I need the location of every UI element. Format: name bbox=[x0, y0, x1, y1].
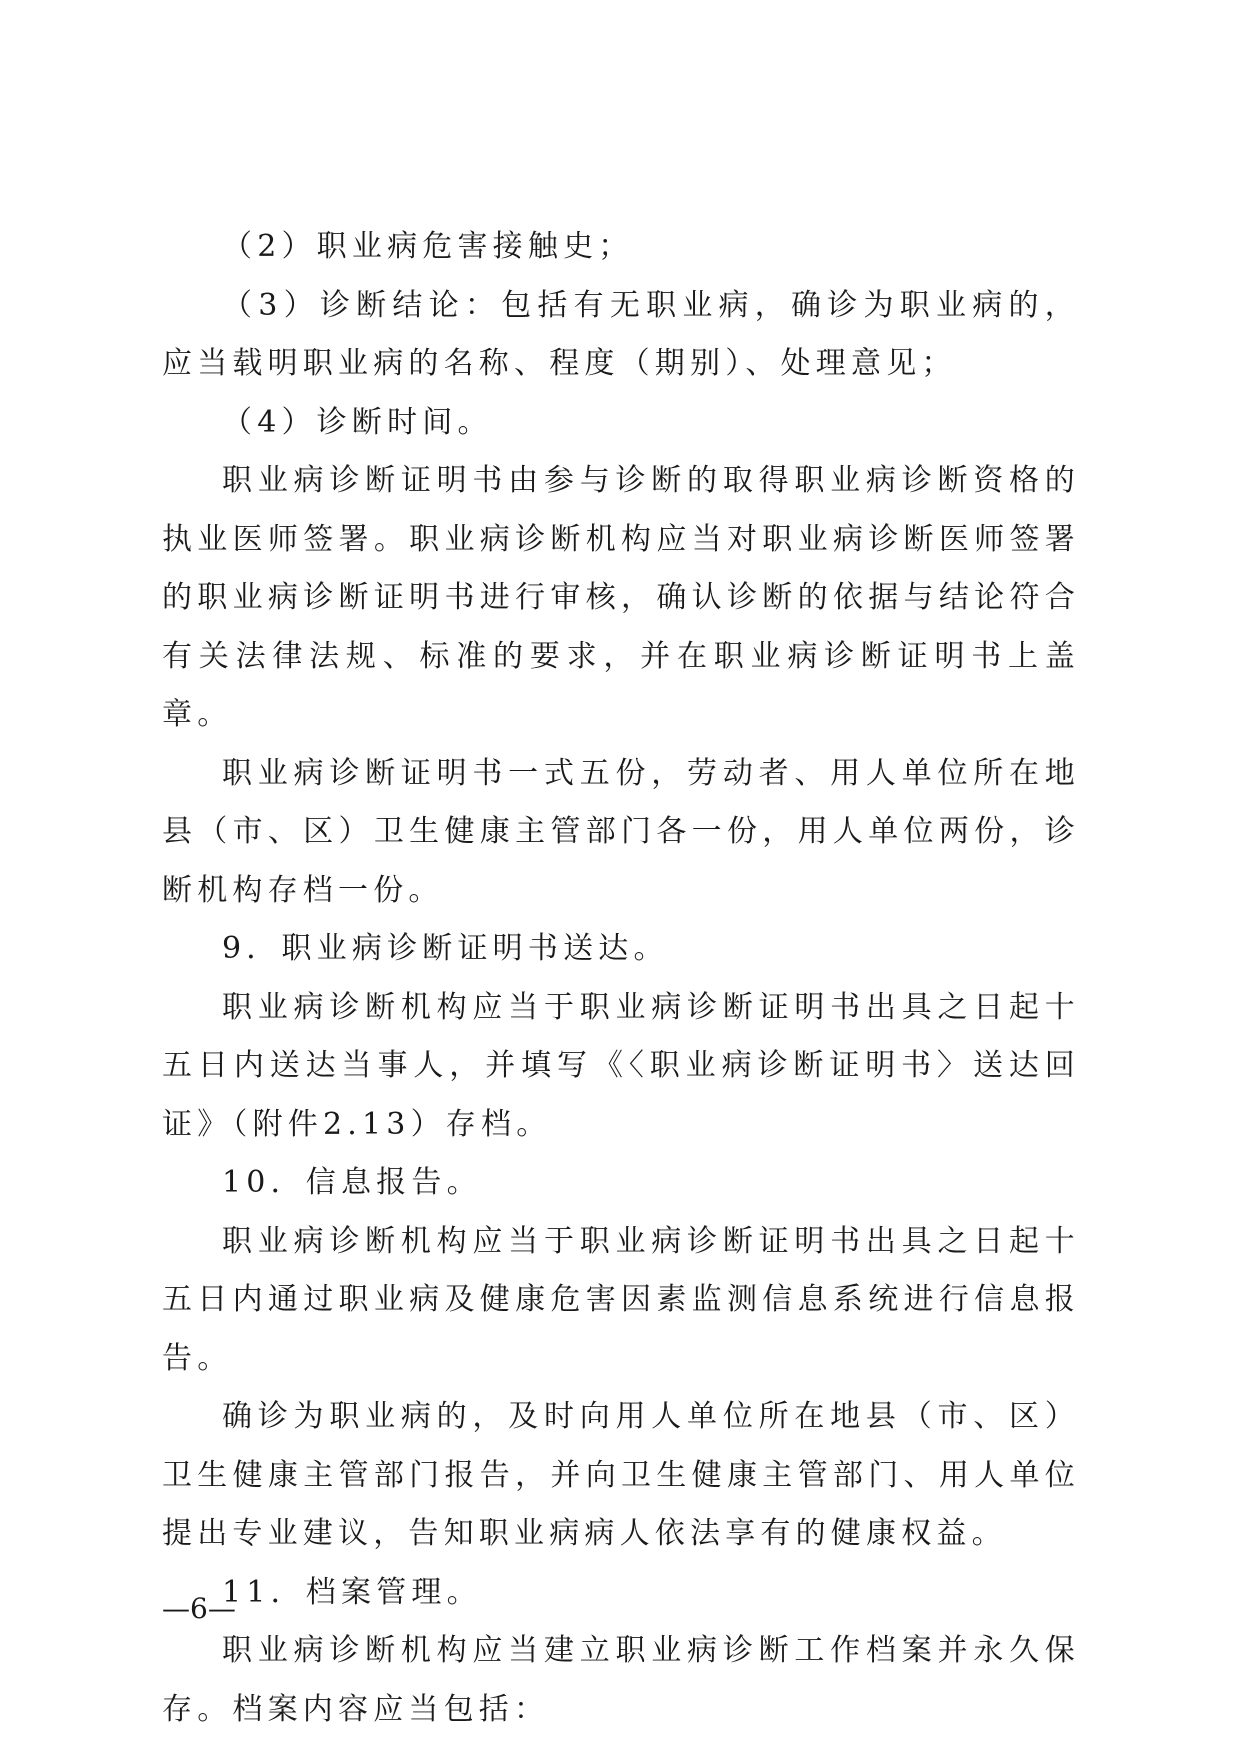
paragraph-item-4-diagnosis-time: （4）诊断时间。 bbox=[222, 404, 493, 440]
paragraph-certificate-signing: 职业病诊断证明书由参与诊断的取得职业病诊断资格的执业医师签署。职业病诊断机构应当对职业病诊断医师签署的职业病诊断证明书进行审核，确认诊断的依据与结论符合有关法律法规、标准的要求，并在职业病诊断证明书上盖章。 bbox=[162, 463, 1080, 732]
page-number: —6— bbox=[162, 1592, 236, 1625]
paragraph-confirmed-case-report: 确诊为职业病的，及时向用人单位所在地县（市、区）卫生健康主管部门报告，并向卫生健康主管部门、用人单位提出专业建议，告知职业病病人依法享有的健康权益。 bbox=[162, 1399, 1080, 1551]
paragraph-item-3-diagnosis-conclusion: （3）诊断结论：包括有无职业病，确诊为职业病的，应当载明职业病的名称、程度（期别）、处理意见； bbox=[162, 287, 1080, 381]
section-heading-11-archive: 11．档案管理。 bbox=[222, 1574, 482, 1610]
paragraph-archive-rule: 职业病诊断机构应当建立职业病诊断工作档案并永久保存。档案内容应当包括： bbox=[162, 1633, 1080, 1727]
paragraph-delivery-rule: 职业病诊断机构应当于职业病诊断证明书出具之日起十五日内送达当事人，并填写《〈职业病诊断证明书〉送达回证》（附件2.13）存档。 bbox=[162, 989, 1080, 1142]
document-body bbox=[162, 218, 1080, 1739]
paragraph-item-2-exposure-history: （2）职业病危害接触史； bbox=[222, 229, 634, 264]
section-heading-9-delivery: 9．职业病诊断证明书送达。 bbox=[222, 931, 669, 966]
paragraph-certificate-copies: 职业病诊断证明书一式五份，劳动者、用人单位所在地县（市、区）卫生健康主管部门各一份，用人单位两份，诊断机构存档一份。 bbox=[162, 755, 1080, 908]
section-heading-10-info-report: 10．信息报告。 bbox=[222, 1165, 482, 1200]
paragraph-info-report-rule: 职业病诊断机构应当于职业病诊断证明书出具之日起十五日内通过职业病及健康危害因素监测信息系统进行信息报告。 bbox=[162, 1223, 1080, 1376]
